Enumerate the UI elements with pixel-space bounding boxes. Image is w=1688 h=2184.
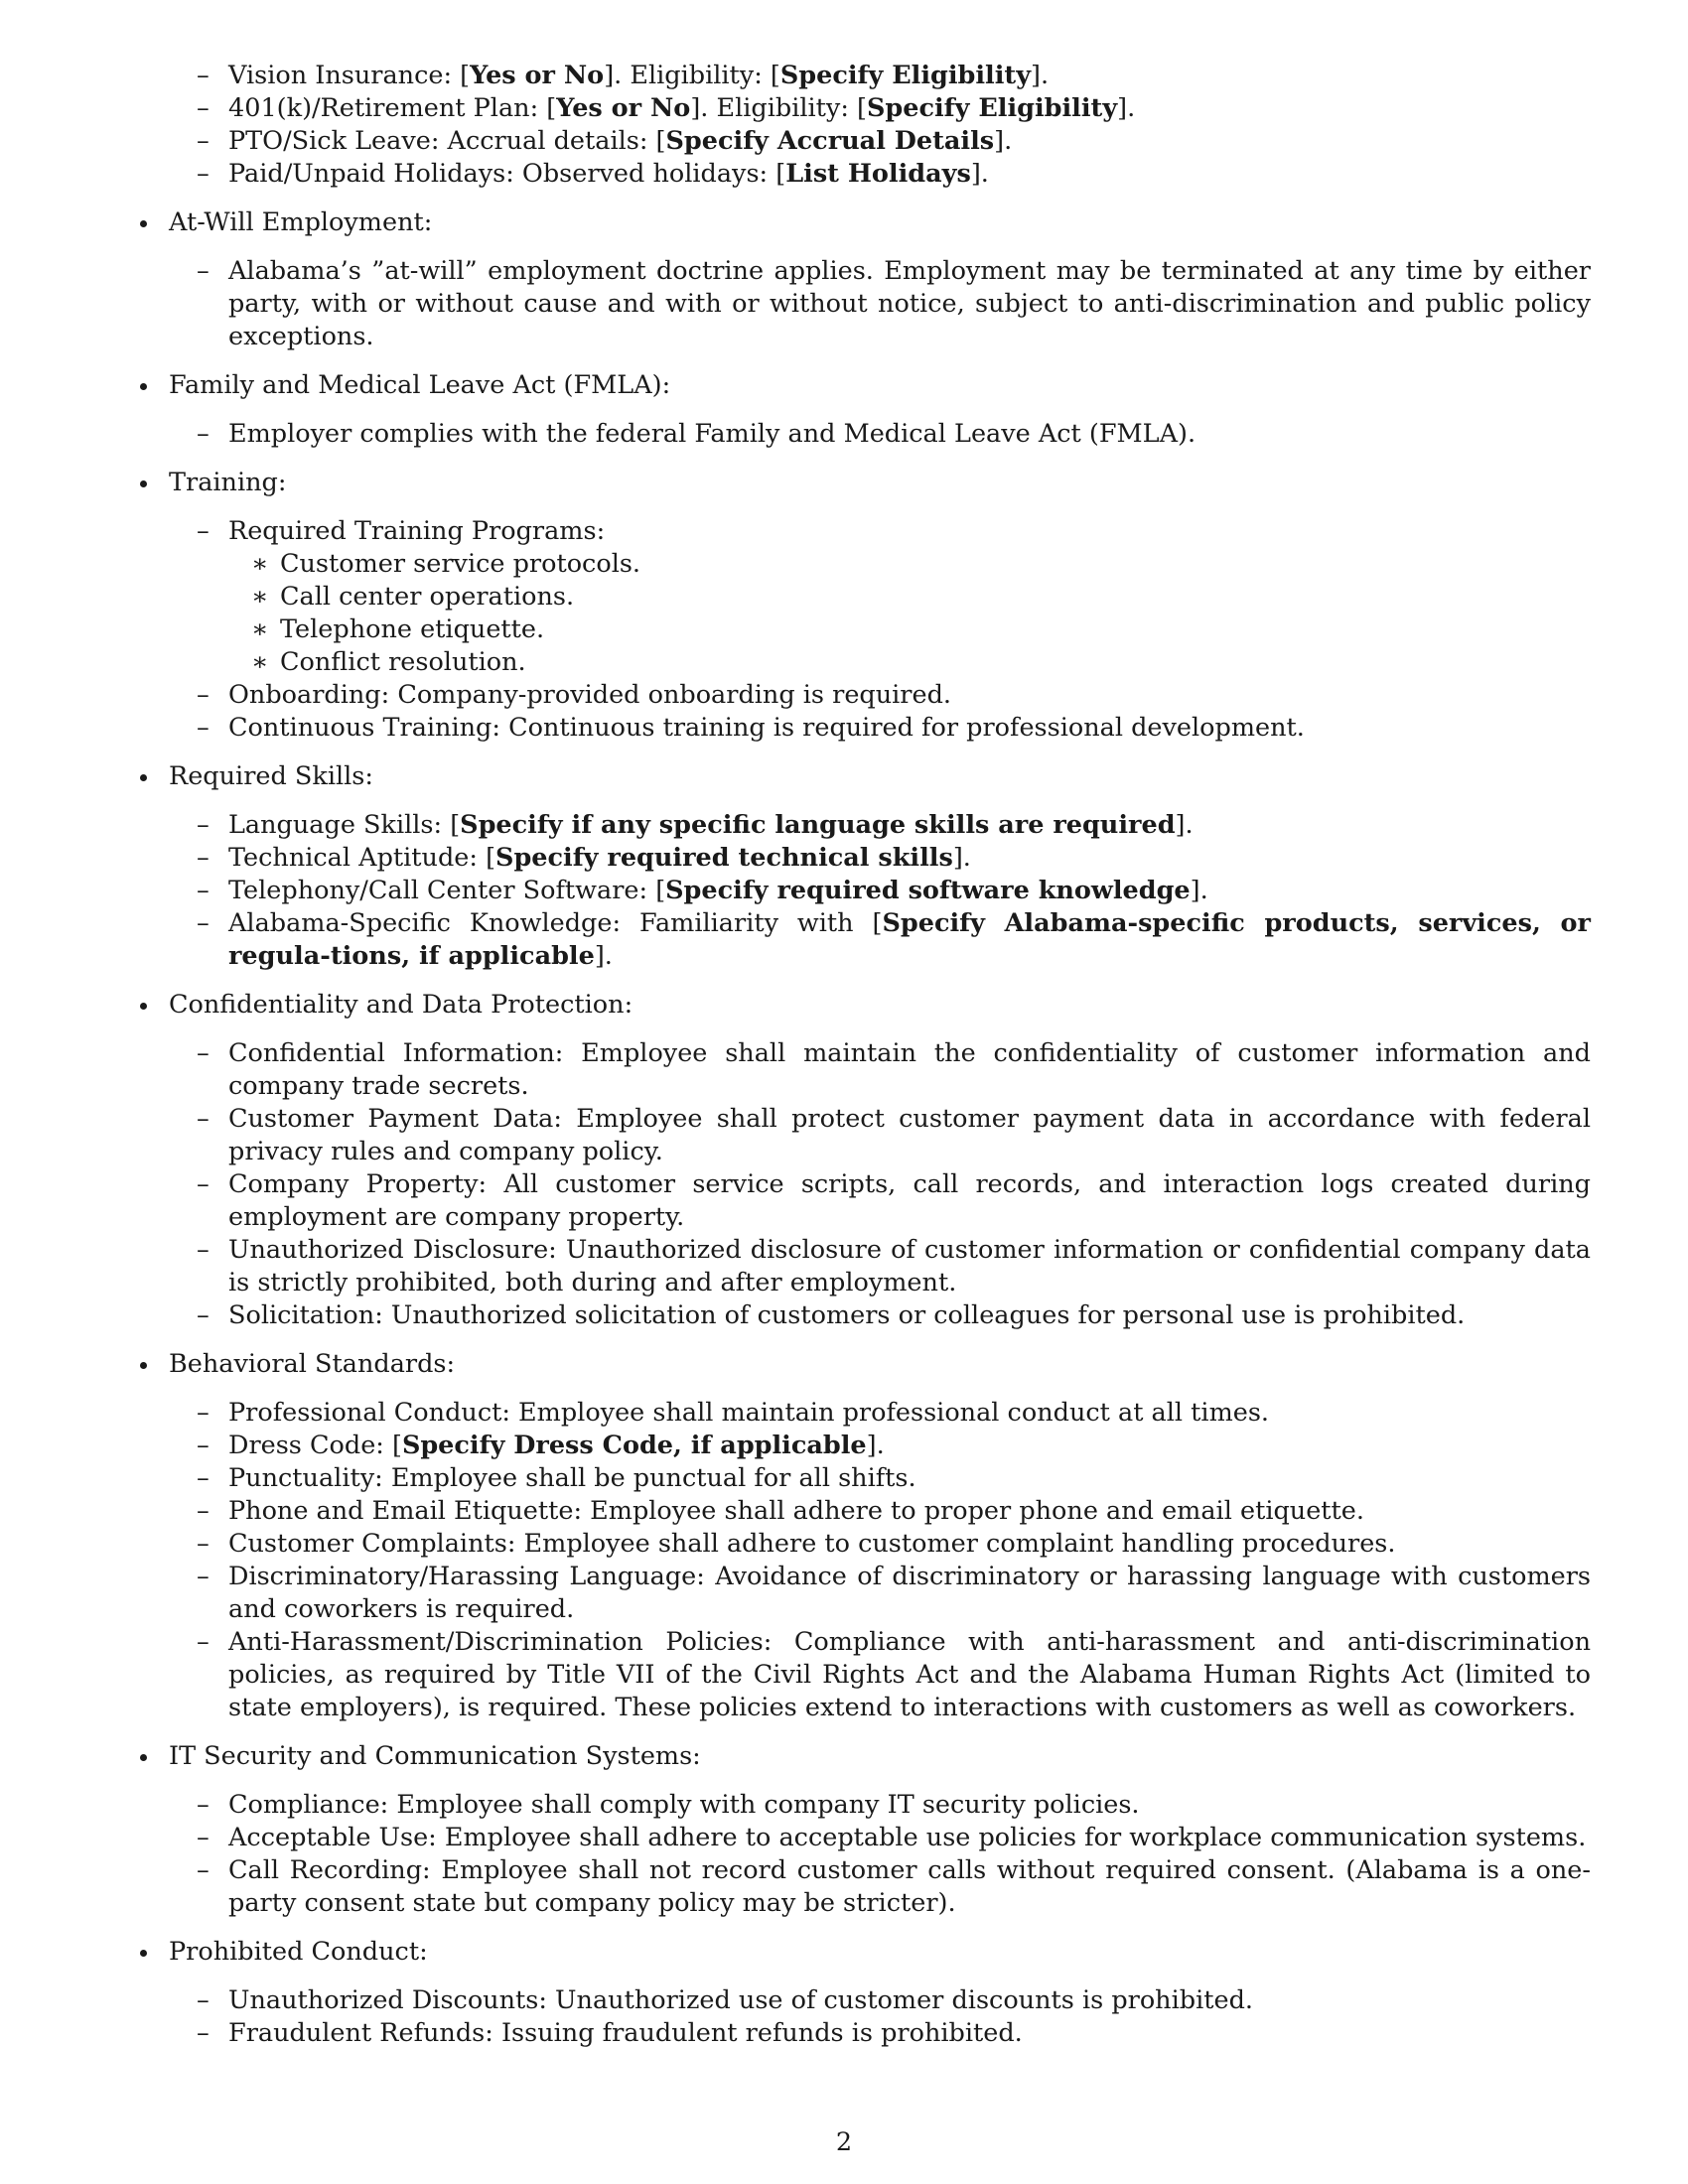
list-item: – Phone and Email Etiquette: Employee shall adhere to proper phone and email etiquette. — [135, 1495, 1591, 1528]
list-item: – Discriminatory/Harassing Language: Avoidance of discriminatory or harassing language with customers and coworkers is required. — [135, 1561, 1591, 1626]
sub-list-item: ∗ Call center operations. — [135, 581, 1591, 614]
page-number: 2 — [835, 2127, 853, 2157]
it-security-section — [135, 1740, 1591, 1920]
list-item: – Alabama’s ”at-will” employment doctrine applies. Employment may be terminated at any time by either party, with or without cause and with or without notice, subject to anti-discrimination and public policy exceptions. — [135, 255, 1591, 353]
list-item: – Language Skills: [Specify if any specific language skills are required]. — [135, 809, 1591, 842]
list-item: – Solicitation: Unauthorized solicitation of customers or colleagues for personal use is prohibited. — [135, 1299, 1591, 1332]
prohibited-section — [135, 1936, 1591, 2050]
list-item: – Required Training Programs: — [135, 515, 1591, 548]
list-item: – Acceptable Use: Employee shall adhere to acceptable use policies for workplace communication systems. — [135, 1822, 1591, 1854]
list-item: – Employer complies with the federal Family and Medical Leave Act (FMLA). — [135, 418, 1591, 451]
list-item: – Professional Conduct: Employee shall maintain professional conduct at all times. — [135, 1397, 1591, 1430]
list-item: – Punctuality: Employee shall be punctual for all shifts. — [135, 1462, 1591, 1495]
list-item: – Dress Code: [Specify Dress Code, if applicable]. — [135, 1430, 1591, 1462]
training-section — [135, 467, 1591, 745]
list-item: – Continuous Training: Continuous training is required for professional development. — [135, 712, 1591, 745]
list-item: – Customer Payment Data: Employee shall protect customer payment data in accordance with federal privacy rules and company policy. — [135, 1103, 1591, 1168]
at-will-section — [135, 206, 1591, 353]
section-title: Training: — [135, 467, 1591, 499]
list-item: – Unauthorized Discounts: Unauthorized use of customer discounts is prohibited. — [135, 1984, 1591, 2017]
list-item: – Confidential Information: Employee shall maintain the confidentiality of customer information and company trade secrets. — [135, 1037, 1591, 1103]
list-item: – Customer Complaints: Employee shall adhere to customer complaint handling procedures. — [135, 1528, 1591, 1561]
fmla-section — [135, 369, 1591, 451]
list-item: – Paid/Unpaid Holidays: Observed holidays: [List Holidays]. — [135, 158, 1591, 191]
section-title: Confidentiality and Data Protection: — [135, 989, 1591, 1022]
benefits-continued-section — [135, 60, 1591, 191]
list-item: – Telephony/Call Center Software: [Specify required software knowledge]. — [135, 875, 1591, 907]
list-item: – Alabama-Specific Knowledge: Familiarity with [Specify Alabama-specific products, services, or regula-tions, if applicable]. — [135, 907, 1591, 973]
list-item: – Company Property: All customer service scripts, call records, and interaction logs created during employment are company property. — [135, 1168, 1591, 1234]
list-item: – Anti-Harassment/Discrimination Policies: Compliance with anti-harassment and anti-discrimination policies, as required by Title VII of the Civil Rights Act and the Alabama Human Rights Act (limited to state employers), is required. These policies extend to interactions with customers as well as coworkers. — [135, 1626, 1591, 1724]
skills-section — [135, 760, 1591, 973]
section-title: At-Will Employment: — [135, 206, 1591, 239]
list-item: – Fraudulent Refunds: Issuing fraudulent refunds is prohibited. — [135, 2017, 1591, 2050]
section-title: Behavioral Standards: — [135, 1348, 1591, 1381]
list-item: – 401(k)/Retirement Plan: [Yes or No]. Eligibility: [Specify Eligibility]. — [135, 92, 1591, 125]
section-title: Required Skills: — [135, 760, 1591, 793]
list-item: – Technical Aptitude: [Specify required technical skills]. — [135, 842, 1591, 875]
document-body — [135, 60, 1591, 2066]
list-item: – Call Recording: Employee shall not record customer calls without required consent. (Alabama is a one-party consent state but company policy may be stricter). — [135, 1854, 1591, 1920]
sub-list-item: ∗ Telephone etiquette. — [135, 614, 1591, 646]
section-title: IT Security and Communication Systems: — [135, 1740, 1591, 1773]
section-title: Prohibited Conduct: — [135, 1936, 1591, 1969]
sub-list-item: ∗ Customer service protocols. — [135, 548, 1591, 581]
list-item: – Unauthorized Disclosure: Unauthorized disclosure of customer information or confidential company data is strictly prohibited, both during and after employment. — [135, 1234, 1591, 1299]
list-item: – PTO/Sick Leave: Accrual details: [Specify Accrual Details]. — [135, 125, 1591, 158]
list-item: – Vision Insurance: [Yes or No]. Eligibility: [Specify Eligibility]. — [135, 60, 1591, 92]
list-item: – Onboarding: Company-provided onboarding is required. — [135, 679, 1591, 712]
benefits-list — [135, 60, 1591, 191]
section-title: Family and Medical Leave Act (FMLA): — [135, 369, 1591, 402]
list-item: – Compliance: Employee shall comply with company IT security policies. — [135, 1789, 1591, 1822]
sub-list-item: ∗ Conflict resolution. — [135, 646, 1591, 679]
confidentiality-section — [135, 989, 1591, 1332]
behavior-section — [135, 1348, 1591, 1724]
